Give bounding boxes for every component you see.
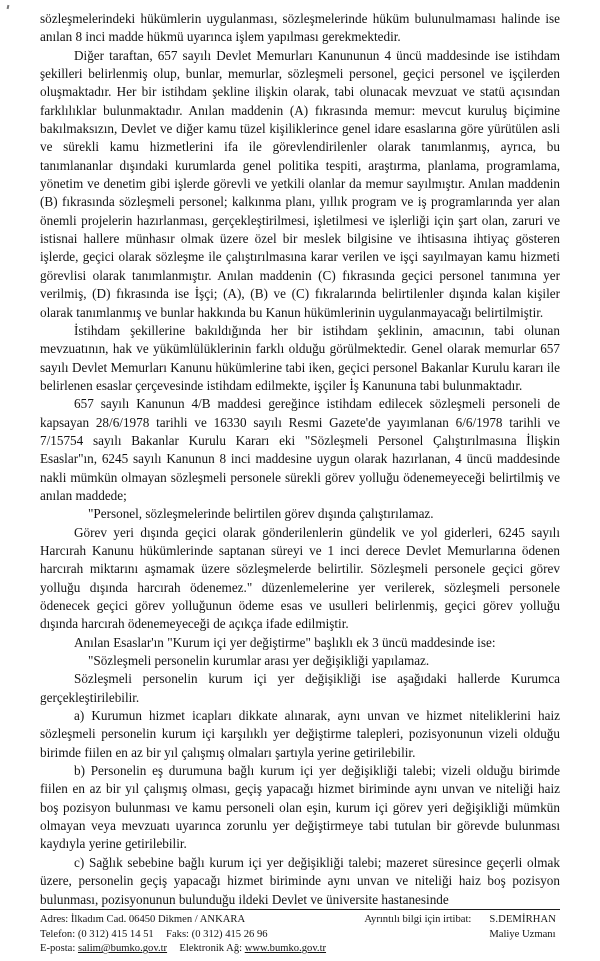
paragraph: sözleşmelerindeki hükümlerin uygulanması, sözleşmelerinde hüküm bulunulmaması halinde ise anılan 8 inci madde hükmü uyarınca işlem yapılması gerekmektedir. [40,11,560,45]
footer-divider [40,909,560,910]
web-value[interactable]: www.bumko.gov.tr [244,943,327,955]
footer-address-row [40,913,326,928]
quoted-paragraph: "Personel, sözleşmelerinde belirtilen görev dışında çalıştırılamaz. [88,506,434,522]
quoted-paragraph: "Sözleşmeli personelin kurumlar arası yer değişikliği yapılamaz. [88,653,430,669]
page-footer [40,909,560,957]
footer-web-row [40,942,326,957]
footer-phone-row [40,928,326,943]
list-item-b: b) Personelin eş durumuna bağlı kurum içi yer değişikliği talebi; vizeli olduğu birimde fiilen en az bir yıl çalışmış olması, geçiş yapacağı hizmet biriminde aynı unvan ve niteliği haiz boş pozisyon bulunması ve kamu personeli olan eşin, kurum içi görev yeri değişikliği mümkün olmayan veya mevzuatı uyarınca zorunlu yer değiştirmeye tabi tutulan bir görevde bulunması kaydıyla yerine getirilebilir. [40,763,560,852]
email-value[interactable]: salim@bumko.gov.tr [77,943,168,955]
contact-name: S.DEMİRHAN [489,914,556,925]
footer-contact-block [40,913,326,957]
list-item-a: a) Kurumun hizmet icapları dikkate alınarak, aynı unvan ve hizmet niteliklerini haiz sözleşmeli personelin kurum içi karşılıklı yer değiştirme talepleri, pozisyonunun vizeli olduğu birimde fiilen en az bir yıl çalışmış olmaları şartıyla yerine getirilebilir. [40,708,560,760]
paragraph: İstihdam şekillerine bakıldığında her bir istihdam şeklinin, amacının, tabi olunan mevzuatının, hak ve yükümlülüklerinin farklı olduğu görülmektedir. Genel olarak memurlar 657 sayılı Devlet Memurları Kanunu hükümlerine tabi iken, geçici personel Bakanlar Kurulu kararı ile belirlenen esaslar çerçevesinde istihdam edilmekte, işçiler İş Kanununa tabi bulunmaktadır. [40,322,560,393]
contact-label: Ayrıntılı bilgi için irtibat: [364,914,472,925]
address-label: Adres: [40,914,69,925]
fax-value: (0 312) 415 26 96 [191,928,268,940]
paragraph: 657 sayılı Kanunun 4/B maddesi gereğince istihdam edilecek sözleşmeli personeli de kapsayan 28/6/1978 tarihli ve 16330 sayılı Resmi Gazete'de yayımlanan 6/6/1978 tarihli ve 7/15754 sayılı Bakanlar Kurulu Kararı eki "Sözleşmeli Personel Çalıştırılmasına İlişkin Esaslar"ın, 6245 sayılı Kanunun 8 inci maddesine uygun olarak hazırlanan, 4 üncü maddesinde nakli mümkün olmayan sözleşmeli personele sürekli görev yolluğu ödenemeyeceği belirtilmiş ve anılan maddede; [40,396,560,503]
phone-value: (0 312) 415 14 51 [77,928,154,940]
document-body [40,10,560,909]
fax-label: Faks: [166,928,190,940]
contact-title: Maliye Uzmanı [489,928,556,940]
scan-artifact-speck [7,5,10,9]
paragraph: Sözleşmeli personelin kurum içi yer değişikliği ise aşağıdaki hallerde Kurumca gerçekleştirilebilir. [40,671,560,705]
paragraph: Görev yeri dışında geçici olarak gönderilenlerin gündelik ve yol giderleri, 6245 sayılı Harcırah Kanunu hükümlerinde saptanan süreyi ve 1 inci derece Devlet Memurlarına ödenen harcırah miktarını aşmamak üzere sözleşmelerde belirtilir. Sözleşmeli personele geçici görev yolluğu dışında harcırah ödenemez." düzenlemelerine yer verilerek, sözleşmeli personele ödenecek geçici görev yolluğunun ödeme esas ve usulleri belirlenmiş, geçici görev yolluğu dışında harcırah ödenemeyeceği de açıkça ifade edilmiştir. [40,524,560,632]
paragraph: Diğer taraftan, 657 sayılı Devlet Memurları Kanununun 4 üncü maddesinde ise istihdam şekilleri belirlenmiş olup, bunlar, memurlar, sözleşmeli personel, geçici personel ve işçilerden oluşmaktadır. Her bir istihdam şekline ilişkin olarak, tabi olunacak mevzuat ve statü açısından farklılıklar bulunmaktadır. Anılan maddenin (A) fıkrasında memur: mevcut kuruluş biçimine bakılmaksızın, Devlet ve diğer kamu tüzel kişiliklerince genel idare esaslarına göre yürütülen asli ve sürekli kamu hizmetlerini ifa ile görevlendirilenler olarak tanımlanmış, ayrıca, bu tanımlananlar dışındaki kurumlarda genel politika tespiti, araştırma, planlama, programlama, yönetim ve denetim gibi işlerde görevli ve yetkili olanlar da memur sayılmıştır. Anılan maddenin (B) fıkrasında sözleşmeli personel; kalkınma planı, yıllık program ve iş programlarında yer alan önemli projelerin hazırlanması, gerçekleştirilmesi, işletilmesi ve işlerliği için şart olan, zaruri ve istisnai hallere münhasır olmak üzere özel bir meslek bilgisine ve ihtisasına ihtiyaç gösteren işlerde, geçici olarak sözleşme ile çalıştırılmasına karar verilen ve işçi sayılmayan kamu hizmeti görevlisi olarak tanımlanmıştır. Anılan maddenin (C) fıkrasında geçici personel tanımına yer verilmiş, (D) fıkrasında ise İşçi; (A), (B) ve (C) fıkralarında belirtilenler dışında kalan kişiler olarak tanımlanmış ve bunlar hakkında bu Kanun hükümlerinin uygulanmayacağı belirtilmiştir. [40,47,560,320]
paragraph: Anılan Esaslar'ın "Kurum içi yer değiştirme" başlıklı ek 3 üncü maddesinde ise: [74,634,496,650]
phone-label: Telefon: [40,928,76,940]
web-label: Elektronik Ağ: [179,943,243,955]
address-value: İlkadım Cad. 06450 Dikmen / ANKARA [70,914,246,925]
footer-responsible-block [364,913,560,942]
email-label: E-posta: [40,943,76,955]
list-item-c: c) Sağlık sebebine bağlı kurum içi yer değişikliği talebi; mazeret süresince geçerli olmak üzere, personelin geçiş yapacağı hizmet biriminde aynı unvan ve niteliği haiz boş pozisyon bulunması, pozisyonunun bulunduğu ildeki Devlet ve üniversite hastanesinde [40,854,560,907]
